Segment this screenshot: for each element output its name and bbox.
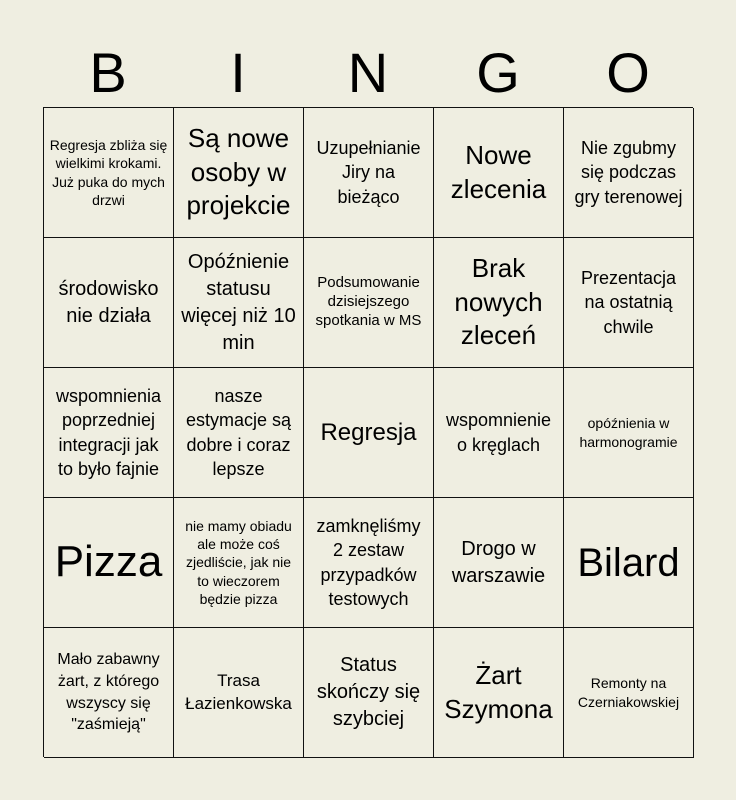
bingo-cell[interactable]: Opóźnienie statusu więcej niż 10 min bbox=[174, 238, 304, 368]
bingo-cell[interactable]: opóźnienia w harmonogramie bbox=[564, 368, 694, 498]
bingo-cell[interactable]: Podsumowanie dzisiejszego spotkania w MS bbox=[304, 238, 434, 368]
bingo-cell[interactable]: środowisko nie działa bbox=[44, 238, 174, 368]
header-letter-i: I bbox=[230, 41, 246, 104]
bingo-cell[interactable]: Uzupełnianie Jiry na bieżąco bbox=[304, 108, 434, 238]
bingo-cell[interactable]: Żart Szymona bbox=[434, 628, 564, 758]
bingo-cell[interactable]: Nowe zlecenia bbox=[434, 108, 564, 238]
bingo-cell[interactable]: Mało zabawny żart, z którego wszyscy się "zaśmieją" bbox=[44, 628, 174, 758]
bingo-cell[interactable]: wspomnienia poprzedniej integracji jak to było fajnie bbox=[44, 368, 174, 498]
bingo-cell[interactable]: Trasa Łazienkowska bbox=[174, 628, 304, 758]
bingo-cell[interactable]: Remonty na Czerniakowskiej bbox=[564, 628, 694, 758]
bingo-board bbox=[43, 107, 693, 757]
bingo-cell[interactable]: nie mamy obiadu ale może coś zjedliście, jak nie to wieczorem będzie pizza bbox=[174, 498, 304, 628]
bingo-cell[interactable]: Brak nowych zleceń bbox=[434, 238, 564, 368]
bingo-cell[interactable]: Prezentacja na ostatnią chwile bbox=[564, 238, 694, 368]
bingo-header bbox=[43, 40, 693, 106]
header-letter-b: B bbox=[89, 41, 127, 104]
bingo-cell[interactable]: wspomnienie o kręglach bbox=[434, 368, 564, 498]
bingo-cell[interactable]: Pizza bbox=[44, 498, 174, 628]
bingo-cell[interactable]: Regresja zbliża się wielkimi krokami. Już puka do mych drzwi bbox=[44, 108, 174, 238]
bingo-cell[interactable]: Regresja bbox=[304, 368, 434, 498]
header-letter-g: G bbox=[476, 41, 520, 104]
bingo-cell[interactable]: Bilard bbox=[564, 498, 694, 628]
bingo-cell[interactable]: Drogo w warszawie bbox=[434, 498, 564, 628]
header-letter-n: N bbox=[347, 41, 389, 104]
header-letter-o: O bbox=[606, 41, 650, 104]
bingo-cell[interactable]: Status skończy się szybciej bbox=[304, 628, 434, 758]
bingo-cell[interactable]: Są nowe osoby w projekcie bbox=[174, 108, 304, 238]
bingo-cell[interactable]: Nie zgubmy się podczas gry terenowej bbox=[564, 108, 694, 238]
bingo-cell[interactable]: zamknęliśmy 2 zestaw przypadków testowych bbox=[304, 498, 434, 628]
bingo-cell[interactable]: nasze estymacje są dobre i coraz lepsze bbox=[174, 368, 304, 498]
